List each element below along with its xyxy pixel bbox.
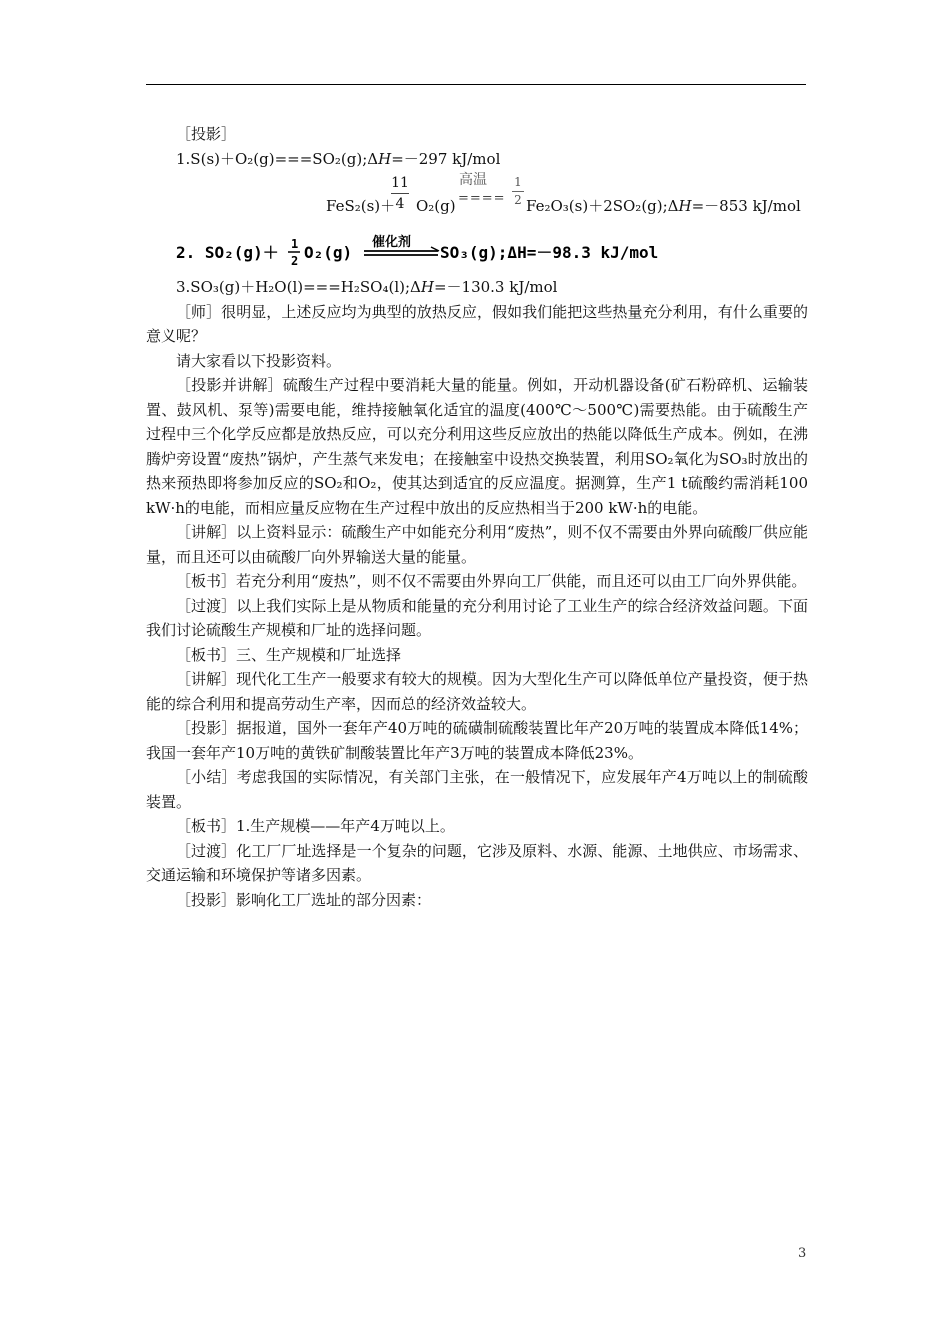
paragraph-teacher: ［师］很明显，上述反应均为典型的放热反应，假如我们能把这些热量充分利用，有什么重要的意义呢？ [146, 302, 808, 345]
eq3-catalyst: 催化剂 [372, 235, 412, 250]
paragraph-look: 请大家看以下投影资料。 [176, 351, 342, 370]
paragraph-projection-explain: ［投影并讲解］硫酸生产过程中要消耗大量的能量。例如，开动机器设备(矿石粉碎机、运输装置、鼓风机、泵等)需要电能，维持接触氧化适宜的温度(400℃～500℃)需要热能。由于硫酸生产过程中三个化学反应都是放热反应，可以充分利用这些反应放出的热能以降低生产成本。例如，在沸腾炉旁设置“废热”锅炉，产生蒸气来发电；在接触室中设热交换装置，利用SO₂氧化为SO₃时放出的热来预热即将参加反应的SO₂和O₂，使其达到适宜的反应温度。据测算，生产1 t硫酸约需消耗100 kW·h的电能，而相应量反应物在生产过程中放出的反应热相当于200 kW·h的电能。 [146, 376, 808, 517]
eq2-right: Fe₂O₃(s)＋2SO₂(g);ΔH=－853 kJ/mol [526, 197, 801, 215]
eq2-equals: ==== [458, 191, 506, 206]
eq2-o2: O₂(g) [416, 197, 456, 215]
document-body [146, 122, 808, 912]
eq1-label: ［投影］ [176, 125, 237, 143]
paragraph-transition-2: ［过渡］化工厂厂址选择是一个复杂的问题，它涉及原料、水源、能源、土地供应、市场需求、交通运输和环境保护等诸多因素。 [146, 841, 808, 884]
equation-3: 3.SO₃(g)＋H₂O(l)===H₂SO₄(l);ΔH=－130.3 kJ/mol [176, 278, 558, 296]
fraction-11-4: 11 4 [391, 175, 409, 212]
eq3-o2: O₂(g) [304, 243, 353, 262]
equation-1: 1.S(s)＋O₂(g)===SO₂(g);ΔH=－297 kJ/mol [176, 149, 501, 168]
page-number: 3 [798, 1246, 807, 1261]
paragraph-summary: ［小结］考虑我国的实际情况，有关部门主张，在一般情况下，应发展年产4万吨以上的制硫酸装置。 [146, 768, 808, 811]
fraction-1-2: 1 2 [512, 174, 524, 209]
eq2-condition: 高温 [459, 172, 487, 188]
header-rule [146, 84, 806, 85]
equation-fes2 [146, 171, 808, 229]
paragraph-explain: ［讲解］以上资料显示：硫酸生产中如能充分利用“废热”，则不仅不需要由外界向硫酸厂供应能量，而且还可以由硫酸厂向外界输送大量的能量。 [146, 523, 808, 566]
paragraph-projection-2: ［投影］据报道，国外一套年产40万吨的硫磺制硫酸装置比年产20万吨的装置成本降低14%；我国一套年产10万吨的黄铁矿制酸装置比年产3万吨的装置成本降低23%。 [146, 719, 808, 762]
eq3-right: SO₃(g);ΔH=－98.3 kJ/mol [440, 243, 659, 262]
paragraph-transition-1: ［过渡］以上我们实际上是从物质和能量的充分利用讨论了工业生产的综合经济效益问题。下面我们讨论硫酸生产规模和厂址的选择问题。 [146, 596, 808, 639]
eq3-half-den: 2 [291, 254, 299, 268]
paragraph-projection-3: ［投影］影响化工厂选址的部分因素： [176, 890, 432, 909]
equation-2-graphic [176, 233, 826, 271]
eq3-half-num: 1 [291, 237, 299, 251]
paragraph-board-1: ［板书］若充分利用“废热”，则不仅不需要由外界向工厂供能，而且还可以由工厂向外界供能。 [176, 572, 807, 590]
paragraph-board-heading: ［板书］三、生产规模和厂址选择 [176, 645, 402, 664]
paragraph-board-2: ［板书］1.生产规模——年产4万吨以上。 [176, 817, 455, 835]
paragraph-explain-2: ［讲解］现代化工生产一般要求有较大的规模。因为大型化生产可以降低单位产量投资，便于热能的综合利用和提高劳动生产率，因而总的经济效益较大。 [146, 670, 808, 713]
eq3-left: 2. SO₂(g)＋ [176, 243, 279, 262]
eq2-left: FeS₂(s)＋ [326, 197, 396, 215]
equation-so2-image [146, 229, 808, 275]
